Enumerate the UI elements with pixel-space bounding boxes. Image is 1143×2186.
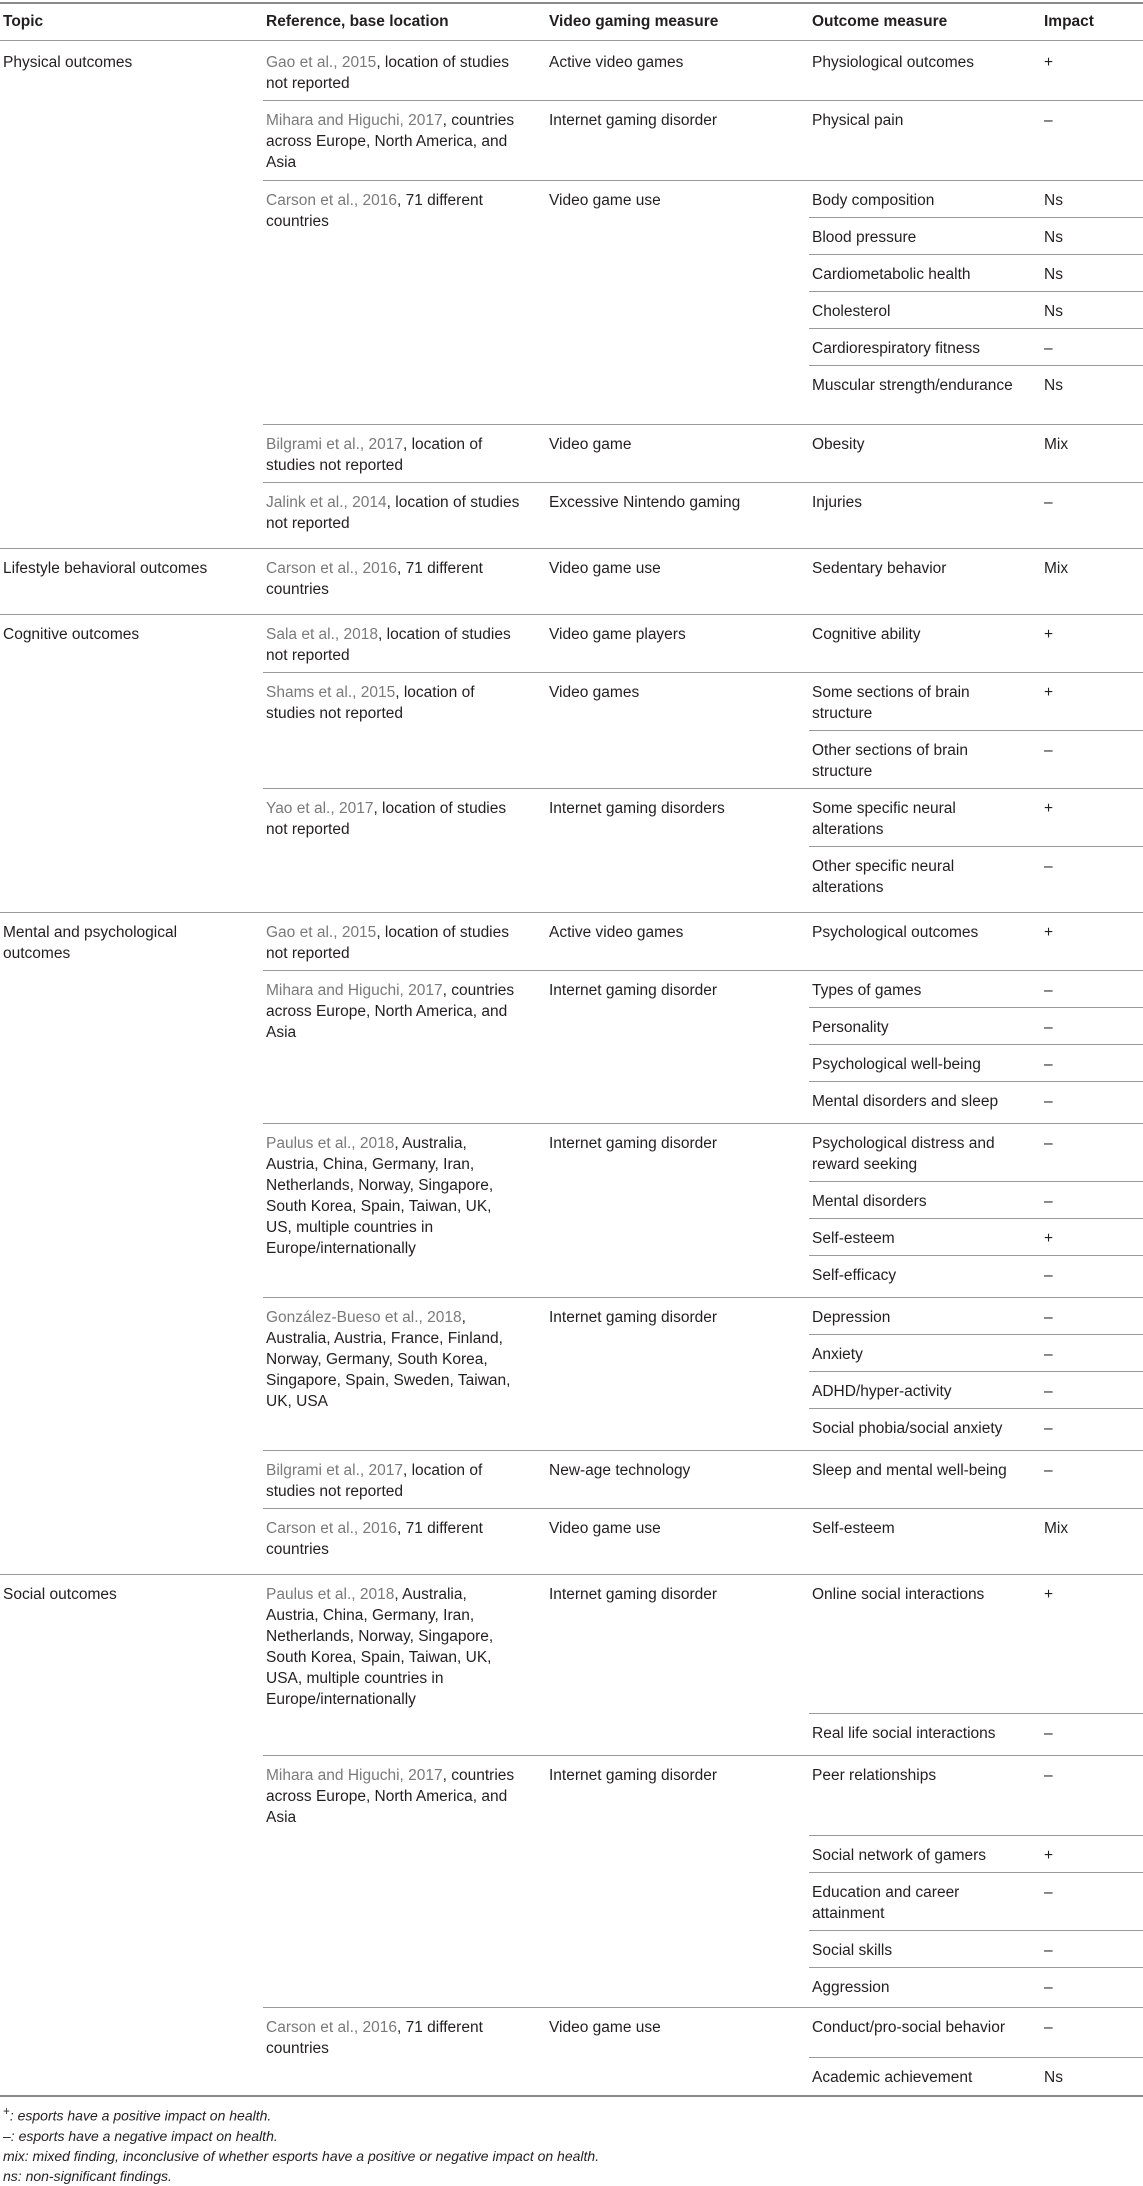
header-impact: Impact (1044, 13, 1094, 30)
outcome-measure-cell: Cholesterol (812, 303, 891, 320)
reference-location: , countries across Europe, North America, and Asia (266, 112, 515, 171)
reference-citation: Mihara and Higuchi, 2017 (266, 112, 443, 129)
video-gaming-measure-cell: Internet gaming disorder (549, 112, 718, 129)
reference-cell (266, 798, 521, 840)
reference-location: , 71 different countries (266, 1520, 483, 1558)
outcome-measure-cell: Self-esteem (812, 1520, 895, 1537)
impact-cell: – (1044, 1884, 1053, 1901)
outcome-measure-cell: Other specific neural alterations (812, 858, 955, 896)
impact-cell: Ns (1044, 229, 1063, 246)
reference-location: , 71 different countries (266, 560, 483, 598)
video-gaming-measure-cell: Excessive Nintendo gaming (549, 494, 741, 511)
outcome-rule (809, 730, 1143, 731)
table-bottom-rule (0, 2095, 1143, 2097)
outcome-measure-cell: Peer relationships (812, 1767, 937, 1784)
video-gaming-measure-cell: Internet gaming disorder (549, 1586, 718, 1603)
outcome-measure-cell: Cardiometabolic health (812, 266, 971, 283)
impact-cell: – (1044, 1979, 1053, 1996)
outcome-measure-cell: Physiological outcomes (812, 54, 974, 71)
impact-cell: – (1044, 2019, 1053, 2036)
reference-location: , countries across Europe, North America, and Asia (266, 982, 515, 1041)
table-footnotes (3, 2102, 1103, 2186)
outcome-measure-cell: Personality (812, 1019, 889, 1036)
reference-location: , location of studies not reported (266, 1462, 483, 1500)
reference-cell (266, 682, 521, 724)
impact-cell: – (1044, 1383, 1053, 1400)
entry-rule (263, 1450, 1143, 1451)
reference-location: , location of studies not reported (266, 626, 511, 664)
impact-cell: – (1044, 1056, 1053, 1073)
impact-cell: + (1044, 800, 1054, 817)
outcome-rule (809, 1371, 1143, 1372)
group-rule (0, 548, 1143, 549)
impact-cell: – (1044, 1420, 1053, 1437)
video-gaming-measure-cell: Internet gaming disorder (549, 1135, 718, 1152)
video-gaming-measure-cell: Active video games (549, 54, 684, 71)
reference-cell (266, 980, 521, 1043)
outcome-measure-cell: Types of games (812, 982, 922, 999)
video-gaming-measure-cell: Video game use (549, 192, 661, 209)
reference-cell (266, 52, 521, 94)
impact-cell: – (1044, 1346, 1053, 1363)
video-gaming-measure-cell: Internet gaming disorders (549, 800, 725, 817)
reference-cell (266, 2017, 521, 2059)
reference-location: , location of studies not reported (266, 494, 520, 532)
entry-rule (263, 970, 1143, 971)
impact-cell: – (1044, 742, 1053, 759)
reference-cell (266, 1133, 521, 1259)
outcome-measure-cell: Psychological well-being (812, 1056, 981, 1073)
outcome-measure-cell: Social phobia/social anxiety (812, 1420, 1003, 1437)
topic-cell: Physical outcomes (3, 54, 133, 71)
header-topic: Topic (3, 13, 44, 30)
reference-location: , location of studies not reported (266, 436, 483, 474)
reference-cell (266, 1765, 521, 1828)
reference-citation: Bilgrami et al., 2017 (266, 1462, 403, 1479)
outcome-rule (809, 1713, 1143, 1714)
outcome-measure-cell: Self-esteem (812, 1230, 895, 1247)
reference-cell (266, 1584, 521, 1710)
impact-cell: – (1044, 340, 1053, 357)
impact-cell: – (1044, 1942, 1053, 1959)
outcome-measure-cell: Psychological outcomes (812, 924, 979, 941)
footnote-positive: +: esports have a positive impact on health. (3, 2105, 272, 2124)
outcome-measure-cell: Sedentary behavior (812, 560, 947, 577)
video-gaming-measure-cell: Video games (549, 684, 640, 701)
outcome-measure-cell: Some sections of brain structure (812, 684, 970, 722)
footnote-negative: –: esports have a negative impact on health. (3, 2127, 278, 2144)
header-outcome-measure: Outcome measure (812, 13, 948, 30)
outcome-measure-cell: Cardiorespiratory fitness (812, 340, 980, 357)
video-gaming-measure-cell: Internet gaming disorder (549, 1309, 718, 1326)
outcome-measure-cell: Cognitive ability (812, 626, 921, 643)
reference-citation: Shams et al., 2015 (266, 684, 396, 701)
outcome-measure-cell: Some specific neural alterations (812, 800, 956, 838)
reference-citation: Mihara and Higuchi, 2017 (266, 1767, 443, 1784)
outcome-measure-cell: Aggression (812, 1979, 890, 1996)
group-rule (0, 912, 1143, 913)
impact-cell: + (1044, 684, 1054, 701)
outcome-measure-cell: Sleep and mental well-being (812, 1462, 1007, 1479)
table-top-rule (0, 2, 1143, 4)
reference-citation: Carson et al., 2016 (266, 1520, 397, 1537)
reference-citation: Gao et al., 2015 (266, 924, 377, 941)
reference-location: , location of studies not reported (266, 800, 507, 838)
reference-location: , Australia, Austria, China, Germany, Iran, Netherlands, Norway, Singapore, South Korea, Spain, Taiwan, UK, USA, multiple countries in Europe/internationally (266, 1586, 494, 1708)
entry-rule (263, 482, 1143, 483)
impact-cell: – (1044, 112, 1053, 129)
outcome-measure-cell: Academic achievement (812, 2069, 973, 2086)
outcome-rule (809, 1967, 1143, 1968)
outcome-rule (809, 1835, 1143, 1836)
reference-citation: Yao et al., 2017 (266, 800, 374, 817)
entry-rule (263, 788, 1143, 789)
reference-location: , Australia, Austria, China, Germany, Iran, Netherlands, Norway, Singapore, South Korea, Spain, Taiwan, UK, US, multiple countries in Europe/internationally (266, 1135, 494, 1257)
impact-cell: – (1044, 1309, 1053, 1326)
entry-rule (263, 2007, 1143, 2008)
reference-citation: Jalink et al., 2014 (266, 494, 387, 511)
outcome-rule (809, 1007, 1143, 1008)
reference-location: , Australia, Austria, France, Finland, Norway, Germany, South Korea, Singapore, Spain, Sweden, Taiwan, UK, USA (266, 1309, 511, 1410)
outcome-measure-cell: Real life social interactions (812, 1725, 996, 1742)
reference-location: , location of studies not reported (266, 684, 475, 722)
reference-citation: Carson et al., 2016 (266, 560, 397, 577)
reference-citation: Mihara and Higuchi, 2017 (266, 982, 443, 999)
header-bottom-rule (0, 40, 1143, 41)
topic-cell: Social outcomes (3, 1586, 117, 1603)
impact-cell: + (1044, 924, 1054, 941)
video-gaming-measure-cell: Internet gaming disorder (549, 1767, 718, 1784)
outcome-measure-cell: ADHD/hyper-activity (812, 1383, 952, 1400)
impact-cell: – (1044, 1135, 1053, 1152)
reference-location: , location of studies not reported (266, 54, 510, 92)
topic-cell: Cognitive outcomes (3, 626, 140, 643)
video-gaming-measure-cell: Internet gaming disorder (549, 982, 718, 999)
footnote-mix: mix: mixed finding, inconclusive of whether esports have a positive or negative impact on health. (3, 2147, 600, 2164)
outcome-measure-cell: Education and career attainment (812, 1884, 960, 1922)
impact-cell: + (1044, 54, 1054, 71)
impact-cell: – (1044, 1767, 1053, 1784)
outcome-rule (809, 254, 1143, 255)
outcome-rule (809, 365, 1143, 366)
outcome-measure-cell: Depression (812, 1309, 891, 1326)
impact-cell: Ns (1044, 266, 1063, 283)
reference-citation: Carson et al., 2016 (266, 2019, 397, 2036)
entry-rule (263, 1123, 1143, 1124)
outcome-measure-cell: Mental disorders (812, 1193, 927, 1210)
outcome-rule (809, 1930, 1143, 1931)
outcome-rule (809, 1255, 1143, 1256)
outcome-measure-cell: Anxiety (812, 1346, 863, 1363)
entry-rule (263, 180, 1143, 181)
entry-rule (263, 1508, 1143, 1509)
topic-cell: Mental and psychological outcomes (3, 924, 178, 962)
impact-cell: – (1044, 1462, 1053, 1479)
outcome-measure-cell: Physical pain (812, 112, 904, 129)
reference-cell (266, 492, 521, 534)
outcome-rule (809, 1872, 1143, 1873)
outcome-rule (809, 217, 1143, 218)
impact-cell: Ns (1044, 192, 1063, 209)
reference-citation: Carson et al., 2016 (266, 192, 397, 209)
outcome-measure-cell: Muscular strength/endurance (812, 377, 1013, 394)
reference-cell (266, 110, 521, 173)
outcome-rule (809, 1218, 1143, 1219)
entry-rule (263, 1755, 1143, 1756)
footnote-ns: ns: non-significant findings. (3, 2167, 172, 2184)
impact-cell: Ns (1044, 2069, 1063, 2086)
outcome-measure-cell: Online social interactions (812, 1586, 985, 1603)
entry-rule (263, 1297, 1143, 1298)
impact-cell: Mix (1044, 1520, 1069, 1537)
reference-cell (266, 624, 521, 666)
outcome-measure-cell: Social skills (812, 1942, 893, 1959)
impact-cell: – (1044, 1267, 1053, 1284)
video-gaming-measure-cell: Video game use (549, 560, 661, 577)
reference-citation: González-Bueso et al., 2018 (266, 1309, 462, 1326)
reference-location: , 71 different countries (266, 192, 483, 230)
impact-cell: – (1044, 1019, 1053, 1036)
outcome-rule (809, 291, 1143, 292)
outcome-measure-cell: Mental disorders and sleep (812, 1093, 999, 1110)
outcome-measure-cell: Blood pressure (812, 229, 917, 246)
topic-cell: Lifestyle behavioral outcomes (3, 560, 208, 577)
outcome-rule (809, 1181, 1143, 1182)
impact-cell: + (1044, 1847, 1054, 1864)
outcome-measure-cell: Social network of gamers (812, 1847, 987, 1864)
outcome-rule (809, 846, 1143, 847)
reference-cell (266, 558, 521, 600)
outcome-rule (809, 2057, 1143, 2058)
reference-citation: Paulus et al., 2018 (266, 1586, 395, 1603)
reference-location: , countries across Europe, North America, and Asia (266, 1767, 515, 1826)
reference-cell (266, 190, 521, 232)
reference-citation: Bilgrami et al., 2017 (266, 436, 403, 453)
reference-cell (266, 922, 521, 964)
impact-cell: Ns (1044, 377, 1063, 394)
entry-rule (263, 424, 1143, 425)
video-gaming-measure-cell: Active video games (549, 924, 684, 941)
reference-cell (266, 1518, 521, 1560)
impact-cell: – (1044, 1725, 1053, 1742)
group-rule (0, 1574, 1143, 1575)
impact-cell: – (1044, 982, 1053, 999)
group-rule (0, 614, 1143, 615)
impact-cell: – (1044, 858, 1053, 875)
outcome-rule (809, 1334, 1143, 1335)
outcome-measure-cell: Injuries (812, 494, 862, 511)
reference-citation: Gao et al., 2015 (266, 54, 377, 71)
reference-cell (266, 434, 521, 476)
impact-cell: Ns (1044, 303, 1063, 320)
reference-cell (266, 1460, 521, 1502)
impact-cell: – (1044, 494, 1053, 511)
impact-cell: – (1044, 1193, 1053, 1210)
video-gaming-measure-cell: Video game use (549, 2019, 661, 2036)
reference-citation: Sala et al., 2018 (266, 626, 379, 643)
entry-rule (263, 672, 1143, 673)
impact-cell: + (1044, 1230, 1054, 1247)
reference-location: , location of studies not reported (266, 924, 510, 962)
reference-citation: Paulus et al., 2018 (266, 1135, 395, 1152)
outcome-measure-cell: Other sections of brain structure (812, 742, 968, 780)
outcome-rule (809, 328, 1143, 329)
impact-cell: – (1044, 1093, 1053, 1110)
impact-cell: + (1044, 626, 1054, 643)
video-gaming-measure-cell: Video game (549, 436, 632, 453)
video-gaming-measure-cell: New-age technology (549, 1462, 691, 1479)
outcome-measure-cell: Self-efficacy (812, 1267, 897, 1284)
outcome-measure-cell: Body composition (812, 192, 935, 209)
video-gaming-measure-cell: Video game players (549, 626, 686, 643)
video-gaming-measure-cell: Video game use (549, 1520, 661, 1537)
outcome-measure-cell: Obesity (812, 436, 865, 453)
outcome-measure-cell: Conduct/pro-social behavior (812, 2019, 1005, 2036)
reference-location: , 71 different countries (266, 2019, 483, 2057)
reference-cell (266, 1307, 521, 1412)
header-reference: Reference, base location (266, 13, 449, 30)
outcome-rule (809, 1408, 1143, 1409)
impact-cell: + (1044, 1586, 1054, 1603)
outcome-rule (809, 1044, 1143, 1045)
outcome-measure-cell: Psychological distress and reward seeking (812, 1135, 995, 1173)
impact-cell: Mix (1044, 436, 1069, 453)
outcome-rule (809, 1081, 1143, 1082)
header-video-gaming-measure: Video gaming measure (549, 13, 719, 30)
entry-rule (263, 100, 1143, 101)
impact-cell: Mix (1044, 560, 1069, 577)
